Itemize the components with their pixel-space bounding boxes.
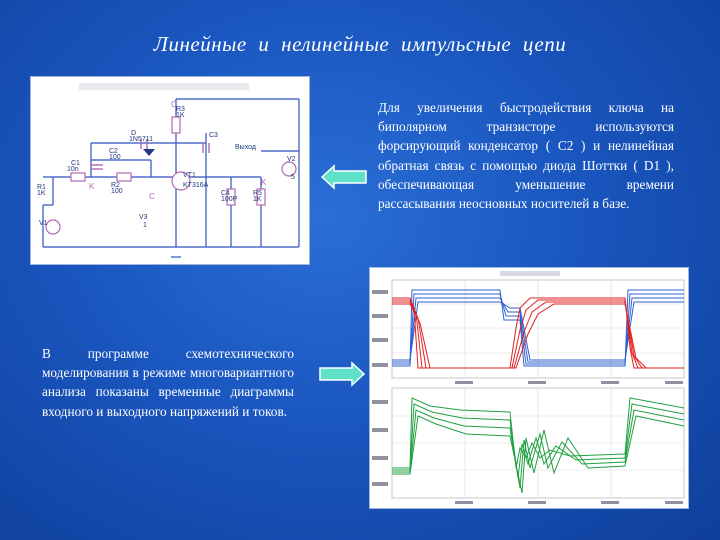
svg-text:VT1: VT1 bbox=[183, 172, 196, 179]
svg-text:100: 100 bbox=[111, 188, 123, 195]
svg-text:C2: C2 bbox=[109, 148, 118, 155]
svg-text:10n: 10n bbox=[67, 166, 79, 173]
svg-text:1K: 1K bbox=[253, 196, 262, 203]
svg-text:R1: R1 bbox=[37, 184, 46, 191]
svg-text:100P: 100P bbox=[221, 196, 238, 203]
svg-text:R3: R3 bbox=[176, 106, 185, 113]
svg-text:C1: C1 bbox=[71, 160, 80, 167]
waveform-drawing bbox=[370, 268, 688, 508]
svg-text:C3: C3 bbox=[209, 132, 218, 139]
svg-text:1K: 1K bbox=[37, 190, 46, 197]
svg-text:C: C bbox=[149, 192, 155, 201]
svg-text:V1: V1 bbox=[39, 220, 48, 227]
svg-text:C4: C4 bbox=[221, 190, 230, 197]
description-left: В программе схемотехнического моделирования в режиме многовариантного анализа показаны временные диаграммы входного и выходного напряжений и токов. bbox=[42, 346, 294, 419]
svg-text:1: 1 bbox=[143, 222, 147, 229]
svg-text:R2: R2 bbox=[111, 182, 120, 189]
svg-text:1N5711: 1N5711 bbox=[129, 136, 154, 143]
circuit-schematic bbox=[31, 77, 309, 264]
svg-text:R5: R5 bbox=[253, 190, 262, 197]
svg-text:5: 5 bbox=[291, 174, 295, 181]
slide-title: Линейные и нелинейные импульсные цепи bbox=[153, 32, 567, 56]
svg-text:D: D bbox=[131, 130, 137, 137]
svg-text:C: C bbox=[171, 100, 177, 109]
arrow-left-icon bbox=[320, 164, 368, 190]
arrow-right-icon bbox=[318, 361, 366, 387]
svg-text:100: 100 bbox=[109, 154, 121, 161]
svg-text:KT316A: KT316A bbox=[183, 182, 209, 189]
simulation-plot bbox=[370, 268, 688, 508]
circuit-drawing bbox=[31, 77, 309, 264]
svg-text:V3: V3 bbox=[139, 214, 148, 221]
svg-text:K: K bbox=[261, 178, 267, 187]
svg-text:Выход: Выход bbox=[235, 144, 256, 151]
description-right: Для увеличения быстродействия ключа на биполярном транзисторе используются форсирующий конденсатор ( С2 ) и нелинейная обратная связь с помощью диода Шоттки ( D1 ), обеспечивающая уменьшение времени рассасывания неосновных носителей в базе. bbox=[378, 100, 674, 212]
svg-text:1K: 1K bbox=[176, 112, 185, 119]
svg-text:V2: V2 bbox=[287, 156, 296, 163]
svg-text:K: K bbox=[89, 182, 95, 191]
